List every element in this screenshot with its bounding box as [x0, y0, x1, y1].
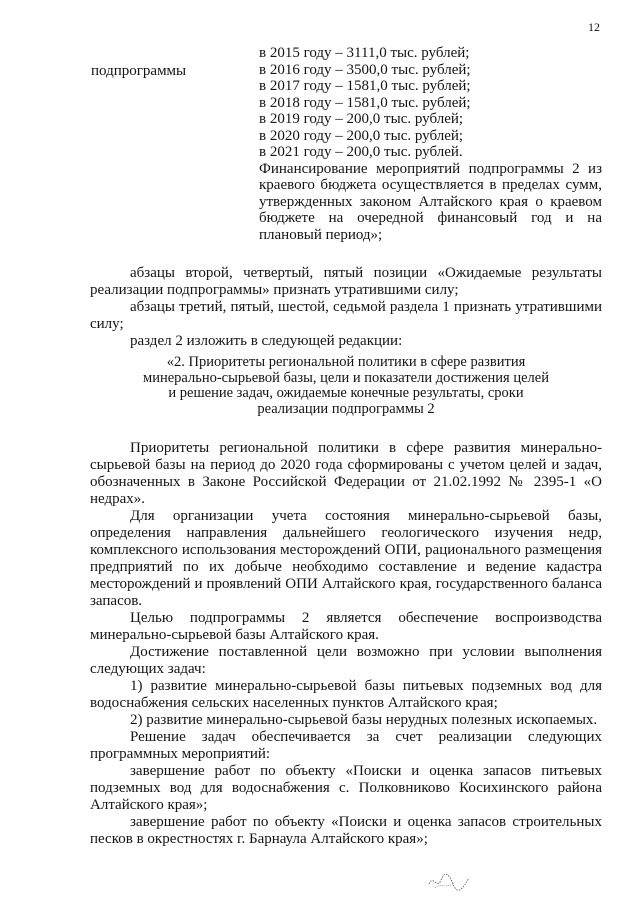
activity-item: завершение работ по объекту «Поиски и оценка запасов строительных песков в окрестностях г. Барнаула Алтайского края»; — [90, 814, 602, 847]
amendments — [90, 265, 602, 350]
funding-year-2019: в 2019 году – 200,0 тыс. рублей; — [259, 111, 464, 127]
amendment-1: абзацы второй, четвертый, пятый позиции «Ожидаемые результаты реализации подпрограммы» признать утратившими силу; — [90, 265, 602, 298]
funding-year-2021: в 2021 году – 200,0 тыс. рублей. — [259, 144, 463, 160]
paragraph: Приоритеты региональной политики в сфере развития минерально-сырьевой базы на период до 2020 года сформированы с учетом целей и задач, обозначенных в Законе Российской Федерации от 21.02.1992 № 2395-1 «О недрах». — [90, 440, 602, 507]
heading-line: и решение задач, ожидаемые конечные результаты, сроки — [168, 385, 524, 401]
task-item: 1) развитие минерально-сырьевой базы питьевых подземных вод для водоснабжения сельских населенных пунктов Алтайского края; — [90, 678, 602, 711]
page-number: 12 — [588, 20, 600, 34]
funding-year-2015: в 2015 году – 3111,0 тыс. рублей; — [259, 45, 470, 61]
heading-line: реализации подпрограммы 2 — [257, 400, 435, 417]
heading-line: «2. Приоритеты региональной политики в сфере развития — [166, 354, 526, 370]
paragraph: Достижение поставленной цели возможно при условии выполнения следующих задач: — [90, 644, 602, 677]
funding-year-2018: в 2018 году – 1581,0 тыс. рублей; — [259, 94, 471, 111]
activity-item: завершение работ по объекту «Поиски и оценка запасов питьевых подземных вод для водоснабжения с. Полковниково Косихинского района Алтайского края»; — [90, 763, 602, 813]
funding-year-2017: в 2017 году – 1581,0 тыс. рублей; — [259, 78, 471, 94]
heading-line: минерально-сырьевой базы, цели и показатели достижения целей — [143, 369, 549, 386]
funding-note: Финансирование мероприятий подпрограммы 2 из краевого бюджета осуществляется в пределах сумм, утвержденных законом Алтайского края о краевом бюджете на очередной финансовый год и на плановый период»; — [259, 160, 602, 243]
funding-year-2020: в 2020 году – 200,0 тыс. рублей; — [259, 127, 464, 144]
funding-years — [259, 45, 602, 243]
paragraph: Для организации учета состояния минерально-сырьевой базы, определения направления дальнейшего геологического изучения недр, комплексного использования месторождений ОПИ, рационального размещения предприятий по их добыче необходимо составление и ведение кадастра месторождений и проявлений ОПИ Алтайского края, государственного баланса запасов. — [90, 508, 602, 609]
paragraph: Целью подпрограммы 2 является обеспечение воспроизводства минерально-сырьевой базы Алтайского края. — [90, 610, 602, 643]
body-text — [90, 440, 602, 848]
initials-mark — [425, 870, 473, 894]
amendment-3: раздел 2 изложить в следующей редакции: — [130, 333, 403, 349]
task-item: 2) развитие минерально-сырьевой базы нерудных полезных ископаемых. — [130, 712, 598, 728]
amendment-2: абзацы третий, пятый, шестой, седьмой раздела 1 признать утратившими силу; — [90, 299, 602, 332]
paragraph: Решение задач обеспечивается за счет реализации следующих программных мероприятий: — [90, 729, 602, 762]
funding-label: подпрограммы — [91, 63, 187, 79]
funding-year-2016: в 2016 году – 3500,0 тыс. рублей; — [259, 61, 471, 78]
section-heading — [90, 355, 602, 417]
